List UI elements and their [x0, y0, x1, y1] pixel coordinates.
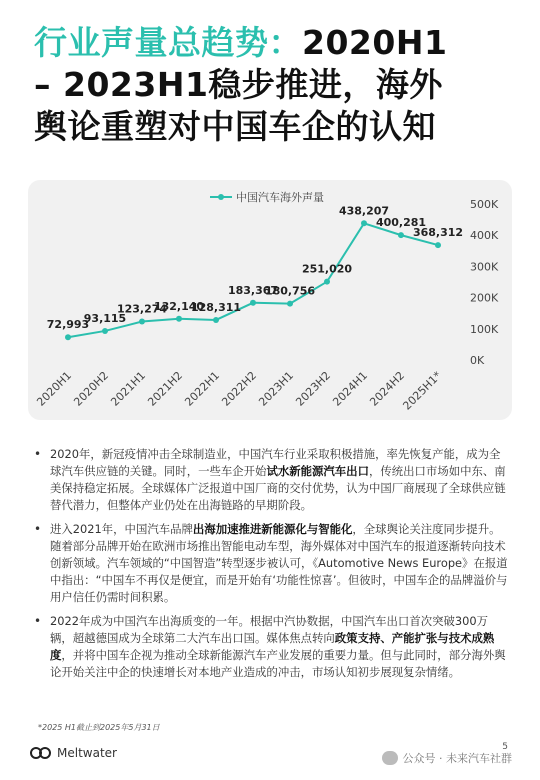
footer — [0, 740, 540, 780]
bullet-item — [30, 613, 508, 681]
chart-card — [28, 180, 512, 420]
x-tick-label: 2023H1 — [256, 368, 297, 409]
bullet-text: ，传统出口市场如中东、南美保持稳定拓展。全球媒体广泛报道中国厂商的交付优势，认为中国厂商展现了全球供应链替代潜力，但整体产业仍处在出海链路的早期阶段。 — [50, 464, 506, 512]
y-tick-label: 100K — [470, 322, 499, 336]
meltwater-logo-icon — [30, 747, 52, 759]
wechat-icon — [382, 751, 398, 765]
data-point — [139, 319, 145, 325]
data-point — [324, 279, 330, 285]
y-tick-label: 400K — [470, 229, 499, 243]
bullet-text: 进入2021年，中国汽车品牌 — [50, 522, 193, 536]
x-tick-label: 2023H2 — [293, 368, 334, 409]
y-tick-label: 500K — [470, 198, 499, 211]
data-point — [213, 317, 219, 323]
x-tick-label: 2022H2 — [219, 368, 260, 409]
bullet-dot: • — [34, 447, 42, 461]
x-tick-label: 2020H2 — [71, 368, 112, 409]
bullet-text: ，并将中国车企视为推动全球新能源汽车产业发展的重要力量。但与此同时，部分海外舆论开始关注中企的快速增长对本地产业造成的冲击，市场认知初步展现复杂情绪。 — [50, 648, 506, 679]
data-label: 183,367 — [227, 283, 279, 297]
data-label: 251,020 — [301, 262, 353, 276]
x-tick-label: 2020H1 — [34, 368, 75, 409]
bullet-text: ，全球舆论关注度同步提升。随着部分品牌开始在欧洲市场推出智能电动车型，海外媒体对中国汽车的报道逐渐转向技术创新领域。汽车领域的“中国智造”转型逐步被认可，《Automotive News Europe》在报道中指出：“中国车不再仅是便宜，而是开始有‘功能性惊喜’。但彼时，中国车企的品牌溢价与用户信任仍需时间积累。 — [50, 522, 508, 604]
watermark-text: 公众号 · 未来汽车社群 — [402, 752, 512, 765]
data-point — [361, 220, 367, 226]
legend-label: 中国汽车海外声量 — [236, 191, 324, 204]
bullet-dot: • — [34, 522, 42, 536]
data-label: 132,140 — [153, 299, 205, 313]
bullet-list — [30, 446, 508, 688]
title-line3: 舆论重塑对中国车企的认知 — [34, 107, 436, 146]
data-point — [398, 232, 404, 238]
data-label: 123,274 — [116, 302, 168, 316]
x-tick-label: 2024H1 — [330, 368, 371, 409]
meltwater-logo — [30, 746, 117, 760]
title-accent: 行业声量总趋势： — [34, 23, 302, 62]
line-chart — [28, 180, 512, 420]
data-label: 438,207 — [338, 204, 390, 218]
y-tick-label: 0K — [470, 354, 485, 367]
x-tick-label: 2024H2 — [367, 368, 408, 409]
bullet-text: 2020年，新冠疫情冲击全球制造业，中国汽车行业采取积极措施，率先恢复产能，成为全球汽车供应链的关键。同时，一些车企开始 — [50, 447, 501, 478]
bullet-item — [30, 521, 508, 606]
data-point — [250, 300, 256, 306]
legend-marker — [218, 194, 224, 200]
title-line1-rest: 2020H1 — [302, 23, 448, 62]
bullet-dot: • — [34, 614, 42, 628]
x-tick-label: 2025H1* — [400, 368, 445, 413]
x-tick-label: 2021H1 — [108, 368, 149, 409]
bullet-text: 2022年成为中国汽车出海质变的一年。根据中汽协数据，中国汽车出口首次突破300万辆，超越德国成为全球第二大汽车出口国。媒体焦点转向 — [50, 614, 489, 645]
data-label: 368,312 — [412, 226, 464, 240]
title-line2: – 2023H1稳步推进，海外 — [34, 65, 443, 104]
data-point — [435, 242, 441, 248]
y-tick-label: 200K — [470, 291, 499, 305]
watermark — [382, 750, 513, 766]
x-tick-label: 2022H1 — [182, 368, 223, 409]
x-tick-label: 2021H2 — [145, 368, 186, 409]
data-label: 128,311 — [190, 300, 242, 314]
data-label: 180,756 — [264, 284, 316, 298]
data-point — [287, 301, 293, 307]
data-point — [176, 316, 182, 322]
page-title — [34, 22, 514, 148]
footnote: *2025 H1截止到2025年5月31日 — [38, 723, 160, 732]
data-label: 93,115 — [83, 311, 127, 325]
page-number: 5 — [502, 742, 508, 752]
bullet-item — [30, 446, 508, 514]
data-point — [65, 334, 71, 340]
bullet-highlight: 试水新能源汽车出口 — [266, 464, 369, 478]
data-label: 72,993 — [46, 318, 90, 332]
y-tick-label: 300K — [470, 260, 499, 274]
bullet-highlight: 政策支持、产能扩张与技术成熟度 — [50, 631, 495, 662]
data-point — [102, 328, 108, 334]
bullet-highlight: 出海加速推进新能源化与智能化 — [192, 522, 353, 536]
data-label: 400,281 — [375, 216, 427, 230]
brand-name: Meltwater — [57, 746, 117, 760]
